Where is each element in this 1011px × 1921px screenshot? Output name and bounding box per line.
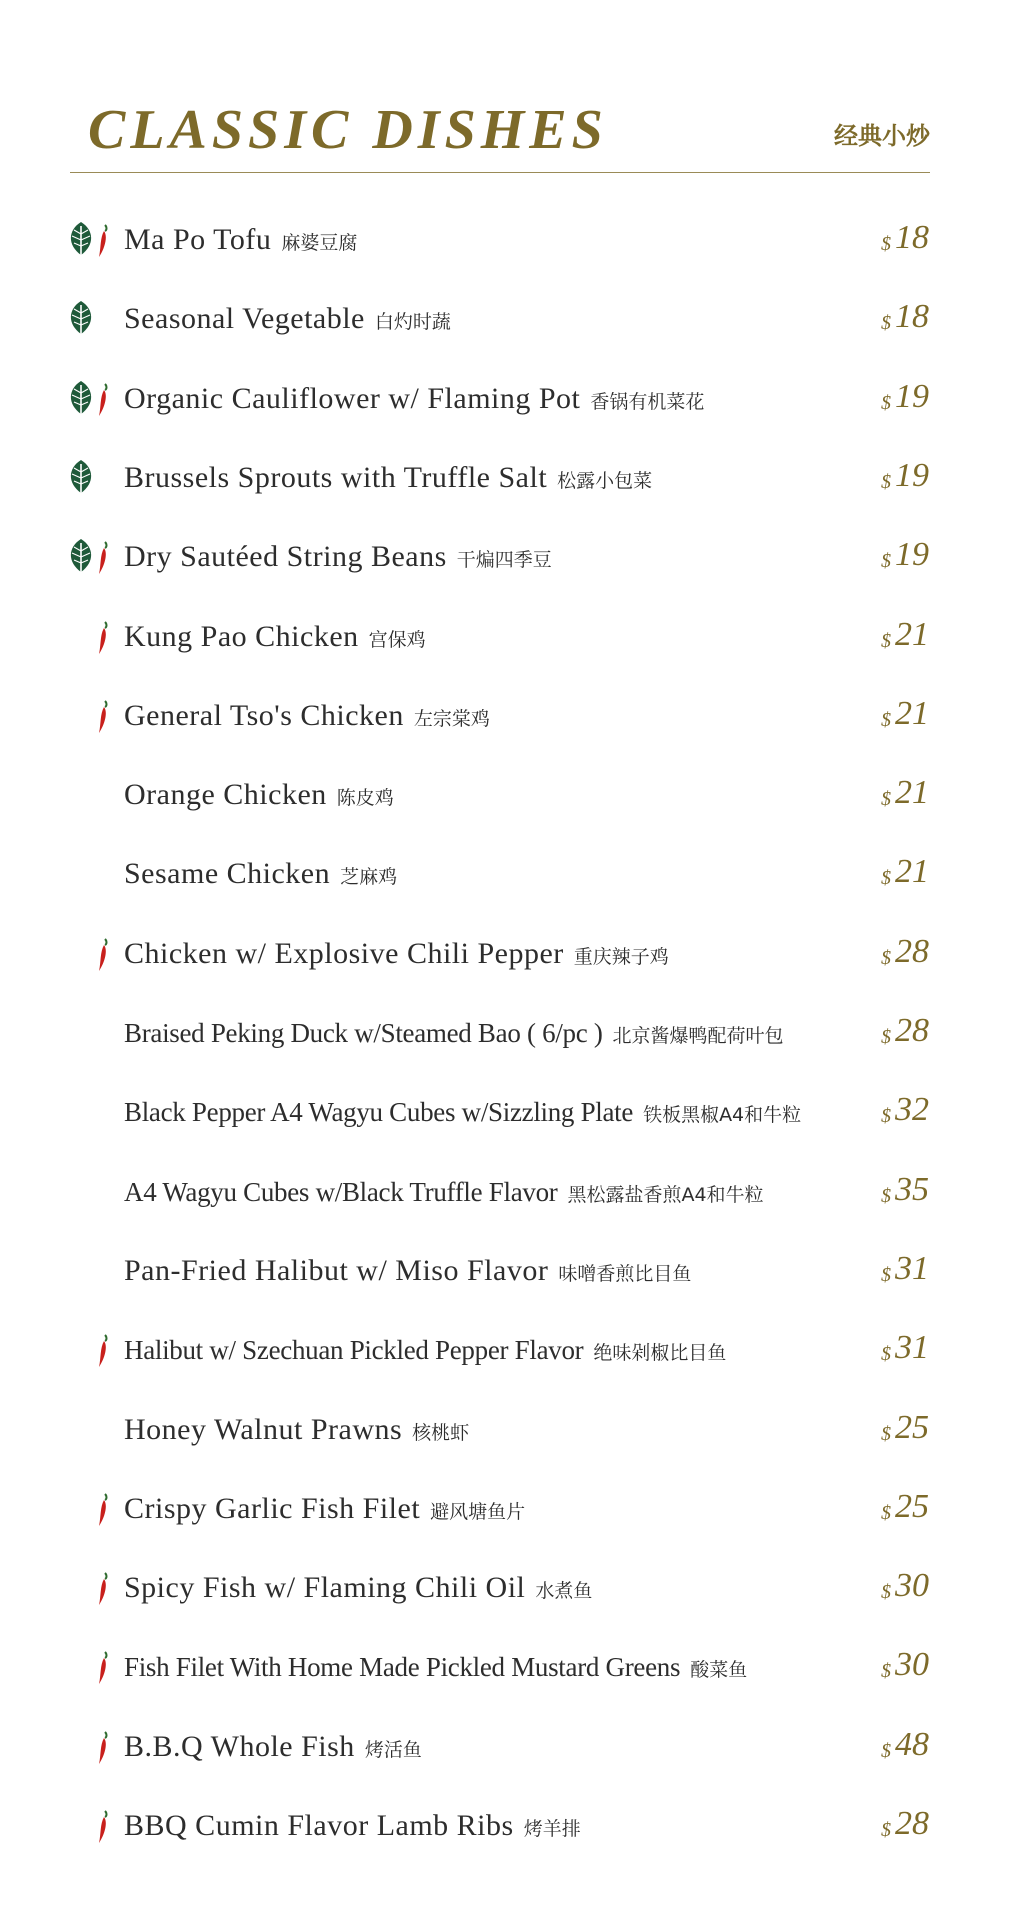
currency-symbol: $: [881, 1343, 891, 1365]
dietary-icons: [66, 299, 122, 339]
dish-price: [881, 1090, 929, 1136]
dish-name: Organic Cauliflower w/ Flaming Pot: [124, 382, 581, 415]
price-amount: 31: [895, 1329, 929, 1366]
currency-symbol: $: [881, 947, 891, 969]
menu-item: [0, 993, 1011, 1063]
dietary-icons: [66, 1806, 122, 1846]
price-amount: 21: [895, 695, 929, 732]
currency-symbol: $: [881, 1026, 891, 1048]
menu-item: [0, 676, 1011, 746]
dish-text: [124, 1013, 784, 1058]
dish-name: Chicken w/ Explosive Chili Pepper: [124, 937, 564, 970]
dish-price: [881, 694, 929, 740]
dish-name: Pan-Fried Halibut w/ Miso Flavor: [124, 1254, 549, 1287]
dish-price: [881, 773, 929, 819]
menu-item: [0, 279, 1011, 349]
menu-item: [0, 755, 1011, 825]
dish-price: [881, 535, 929, 581]
dish-text: [124, 299, 451, 344]
dish-price: [881, 932, 929, 978]
currency-symbol: $: [881, 1264, 891, 1286]
currency-symbol: $: [881, 1660, 891, 1682]
price-amount: 32: [895, 1091, 929, 1128]
dish-name-chinese: 北京酱爆鸭配荷叶包: [612, 1025, 784, 1047]
chili-pepper-icon: [96, 1651, 110, 1685]
price-amount: 25: [895, 1409, 929, 1446]
dietary-icons: [66, 1013, 122, 1053]
menu-item: [0, 1548, 1011, 1618]
menu-item: [0, 517, 1011, 587]
menu-item: [0, 1707, 1011, 1777]
menu-item: [0, 1627, 1011, 1697]
dish-text: [124, 1172, 764, 1217]
dish-name: Honey Walnut Prawns: [124, 1413, 403, 1446]
dish-name-chinese: 铁板黑椒A4和牛粒: [643, 1104, 802, 1126]
currency-symbol: $: [881, 1819, 891, 1841]
dish-name: Spicy Fish w/ Flaming Chili Oil: [124, 1571, 526, 1604]
dish-text: [124, 458, 652, 503]
dish-text: [124, 1647, 747, 1692]
menu-item: [0, 834, 1011, 904]
section-title-chinese: 经典小炒: [834, 122, 930, 150]
dietary-icons: [66, 854, 122, 894]
chili-pepper-icon: [96, 1493, 110, 1527]
dish-text: [124, 220, 357, 265]
dish-name: Ma Po Tofu: [124, 223, 272, 256]
price-amount: 19: [895, 378, 929, 415]
dish-text: [124, 775, 394, 820]
dish-name: Crispy Garlic Fish Filet: [124, 1492, 421, 1525]
chili-pepper-icon: [96, 383, 110, 417]
dish-text: [124, 1092, 801, 1137]
dietary-icons: [66, 1330, 122, 1370]
dish-name-chinese: 干煸四季豆: [456, 549, 552, 571]
dish-price: [881, 615, 929, 661]
dish-name-chinese: 水煮鱼: [535, 1580, 593, 1602]
dish-text: [124, 934, 669, 979]
currency-symbol: $: [881, 471, 891, 493]
dish-name: B.B.Q Whole Fish: [124, 1730, 355, 1763]
menu-item: [0, 438, 1011, 508]
price-amount: 19: [895, 536, 929, 573]
dish-text: [124, 1568, 592, 1613]
price-amount: 21: [895, 853, 929, 890]
dish-price: [881, 1566, 929, 1612]
dietary-icons: [66, 537, 122, 577]
dish-name-chinese: 宫保鸡: [368, 629, 426, 651]
dish-text: [124, 854, 397, 899]
dish-text: [124, 537, 552, 582]
dietary-icons: [66, 1410, 122, 1450]
price-amount: 48: [895, 1726, 929, 1763]
dish-name: Kung Pao Chicken: [124, 620, 359, 653]
dish-price: [881, 1170, 929, 1216]
chili-pepper-icon: [96, 621, 110, 655]
dish-price: [881, 1645, 929, 1691]
chili-pepper-icon: [96, 1334, 110, 1368]
dish-name: Orange Chicken: [124, 778, 327, 811]
dish-name: General Tso's Chicken: [124, 699, 404, 732]
dish-name-chinese: 烤羊排: [523, 1818, 581, 1840]
dish-price: [881, 456, 929, 502]
dish-text: [124, 617, 426, 662]
dish-name-chinese: 绝味剁椒比目鱼: [593, 1342, 727, 1364]
menu-item: [0, 359, 1011, 429]
price-amount: 21: [895, 774, 929, 811]
currency-symbol: $: [881, 312, 891, 334]
dish-name-chinese: 核桃虾: [412, 1422, 470, 1444]
currency-symbol: $: [881, 1740, 891, 1762]
price-amount: 18: [895, 219, 929, 256]
currency-symbol: $: [881, 1105, 891, 1127]
currency-symbol: $: [881, 1581, 891, 1603]
dish-name: Sesame Chicken: [124, 857, 331, 890]
menu-item: [0, 1310, 1011, 1380]
menu-item: [0, 1231, 1011, 1301]
dietary-icons: [66, 458, 122, 498]
dish-price: [881, 218, 929, 264]
price-amount: 19: [895, 457, 929, 494]
dish-price: [881, 1487, 929, 1533]
dish-price: [881, 1328, 929, 1374]
dish-name-chinese: 松露小包菜: [557, 470, 653, 492]
menu-item: [0, 1390, 1011, 1460]
menu-item: [0, 200, 1011, 270]
currency-symbol: $: [881, 1502, 891, 1524]
dish-name-chinese: 重庆辣子鸡: [573, 946, 669, 968]
menu-item: [0, 1786, 1011, 1856]
dish-name: Brussels Sprouts with Truffle Salt: [124, 461, 548, 494]
price-amount: 21: [895, 616, 929, 653]
dish-name-chinese: 黑松露盐香煎A4和牛粒: [567, 1184, 764, 1206]
dish-price: [881, 852, 929, 898]
dish-name-chinese: 烤活鱼: [364, 1739, 422, 1761]
chili-pepper-icon: [96, 700, 110, 734]
price-amount: 35: [895, 1171, 929, 1208]
dish-name: BBQ Cumin Flavor Lamb Ribs: [124, 1809, 514, 1842]
dish-name-chinese: 白灼时蔬: [374, 311, 451, 333]
dish-name: Halibut w/ Szechuan Pickled Pepper Flavor: [124, 1335, 584, 1365]
section-title: CLASSIC DISHES: [88, 99, 608, 161]
leaf-icon: [66, 537, 96, 575]
leaf-icon: [66, 299, 96, 337]
dish-price: [881, 297, 929, 343]
dish-name-chinese: 避风塘鱼片: [430, 1501, 526, 1523]
dietary-icons: [66, 1172, 122, 1212]
dish-name-chinese: 香锅有机菜花: [590, 391, 705, 413]
chili-pepper-icon: [96, 1810, 110, 1844]
dish-price: [881, 377, 929, 423]
currency-symbol: $: [881, 709, 891, 731]
dish-price: [881, 1408, 929, 1454]
dietary-icons: [66, 220, 122, 260]
currency-symbol: $: [881, 630, 891, 652]
dietary-icons: [66, 1489, 122, 1529]
currency-symbol: $: [881, 233, 891, 255]
dietary-icons: [66, 696, 122, 736]
currency-symbol: $: [881, 1185, 891, 1207]
dish-name-chinese: 麻婆豆腐: [281, 232, 358, 254]
dietary-icons: [66, 379, 122, 419]
currency-symbol: $: [881, 788, 891, 810]
dish-text: [124, 1330, 726, 1375]
price-amount: 25: [895, 1488, 929, 1525]
dish-text: [124, 1727, 422, 1772]
dish-name-chinese: 芝麻鸡: [340, 866, 398, 888]
menu-item: [0, 1469, 1011, 1539]
dish-name: Black Pepper A4 Wagyu Cubes w/Sizzling Plate: [124, 1097, 634, 1127]
price-amount: 28: [895, 1012, 929, 1049]
price-amount: 28: [895, 1805, 929, 1842]
price-amount: 30: [895, 1646, 929, 1683]
dish-name-chinese: 左宗棠鸡: [413, 708, 490, 730]
dish-name: A4 Wagyu Cubes w/Black Truffle Flavor: [124, 1177, 558, 1207]
menu-item: [0, 1152, 1011, 1222]
price-amount: 28: [895, 933, 929, 970]
dietary-icons: [66, 775, 122, 815]
dish-price: [881, 1249, 929, 1295]
dish-name: Seasonal Vegetable: [124, 302, 365, 335]
dietary-icons: [66, 934, 122, 974]
dish-text: [124, 696, 490, 741]
menu-item: [0, 914, 1011, 984]
dish-name: Braised Peking Duck w/Steamed Bao ( 6/pc ): [124, 1018, 603, 1048]
dish-price: [881, 1011, 929, 1057]
currency-symbol: $: [881, 1423, 891, 1445]
dish-name: Fish Filet With Home Made Pickled Mustard Greens: [124, 1652, 681, 1682]
currency-symbol: $: [881, 550, 891, 572]
currency-symbol: $: [881, 392, 891, 414]
dietary-icons: [66, 1568, 122, 1608]
chili-pepper-icon: [96, 1731, 110, 1765]
section-header: [70, 98, 930, 173]
dietary-icons: [66, 1092, 122, 1132]
dish-text: [124, 1806, 581, 1851]
price-amount: 31: [895, 1250, 929, 1287]
dietary-icons: [66, 1647, 122, 1687]
dish-price: [881, 1725, 929, 1771]
dish-text: [124, 1251, 691, 1296]
leaf-icon: [66, 220, 96, 258]
dish-name-chinese: 陈皮鸡: [336, 787, 394, 809]
price-amount: 30: [895, 1567, 929, 1604]
dish-text: [124, 1410, 469, 1455]
leaf-icon: [66, 379, 96, 417]
dish-price: [881, 1804, 929, 1850]
chili-pepper-icon: [96, 938, 110, 972]
dish-text: [124, 1489, 525, 1534]
dish-name-chinese: 味噌香煎比目鱼: [558, 1263, 692, 1285]
menu-item: [0, 1072, 1011, 1142]
dietary-icons: [66, 1251, 122, 1291]
dish-name-chinese: 酸菜鱼: [690, 1659, 748, 1681]
chili-pepper-icon: [96, 224, 110, 258]
chili-pepper-icon: [96, 1572, 110, 1606]
dietary-icons: [66, 1727, 122, 1767]
currency-symbol: $: [881, 867, 891, 889]
dish-name: Dry Sautéed String Beans: [124, 540, 447, 573]
chili-pepper-icon: [96, 541, 110, 575]
menu-item: [0, 597, 1011, 667]
leaf-icon: [66, 458, 96, 496]
dietary-icons: [66, 617, 122, 657]
price-amount: 18: [895, 298, 929, 335]
dish-text: [124, 379, 704, 424]
